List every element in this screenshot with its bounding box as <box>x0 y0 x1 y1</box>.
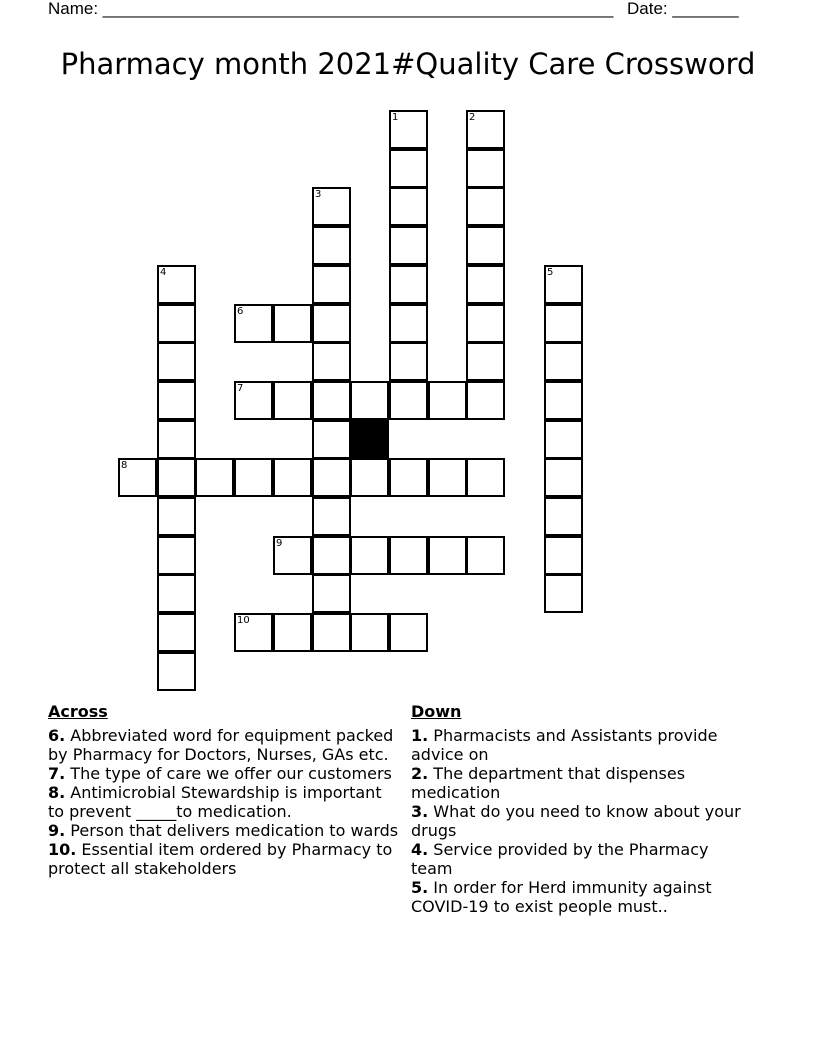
grid-cell[interactable] <box>350 536 389 575</box>
grid-cell[interactable] <box>466 458 505 497</box>
grid-cell[interactable] <box>544 574 583 613</box>
clue-down-1 <box>411 726 751 764</box>
across-heading: Across <box>48 702 108 721</box>
grid-cell[interactable] <box>312 342 351 381</box>
grid-cell[interactable] <box>389 536 428 575</box>
grid-cell[interactable] <box>118 458 157 497</box>
grid-cell[interactable] <box>312 187 351 226</box>
grid-cell[interactable] <box>234 458 273 497</box>
grid-cell[interactable] <box>428 458 467 497</box>
grid-cell[interactable] <box>544 304 583 343</box>
grid-cell[interactable] <box>544 497 583 536</box>
clue-across-9 <box>48 821 400 840</box>
clue-number-label: 5 <box>547 267 554 278</box>
clue-text: Abbreviated word for equipment packed by Pharmacy for Doctors, Nurses, GAs etc. <box>48 726 394 764</box>
grid-cell[interactable] <box>312 265 351 304</box>
clue-number-label: 10 <box>237 615 250 626</box>
down-clues <box>411 702 751 916</box>
grid-cell[interactable] <box>466 536 505 575</box>
grid-cell[interactable] <box>312 497 351 536</box>
clue-text: What do you need to know about your drugs <box>411 802 741 840</box>
clue-number: 1. <box>411 726 429 745</box>
grid-cell[interactable] <box>389 226 428 265</box>
clue-number-label: 1 <box>392 112 399 123</box>
grid-cell[interactable] <box>428 536 467 575</box>
grid-cell[interactable] <box>466 110 505 149</box>
grid-cell[interactable] <box>273 613 312 652</box>
clue-number: 5. <box>411 878 429 897</box>
clue-number: 3. <box>411 802 429 821</box>
grid-cell[interactable] <box>389 381 428 420</box>
grid-cell[interactable] <box>273 304 312 343</box>
grid-cell[interactable] <box>389 304 428 343</box>
clue-number: 9. <box>48 821 66 840</box>
grid-cell[interactable] <box>544 342 583 381</box>
grid-cell[interactable] <box>466 149 505 188</box>
grid-cell[interactable] <box>466 187 505 226</box>
grid-cell[interactable] <box>157 497 196 536</box>
grid-cell[interactable] <box>157 613 196 652</box>
clue-number: 4. <box>411 840 429 859</box>
grid-cell[interactable] <box>350 613 389 652</box>
clue-number-label: 9 <box>276 538 283 549</box>
clue-number: 8. <box>48 783 66 802</box>
grid-block-cell <box>350 420 389 459</box>
grid-cell[interactable] <box>157 574 196 613</box>
clue-across-7 <box>48 764 400 783</box>
name-field: Name: ______________________________________________________ <box>48 0 614 18</box>
clue-number-label: 6 <box>237 306 244 317</box>
grid-cell[interactable] <box>312 574 351 613</box>
clue-down-3 <box>411 802 751 840</box>
grid-cell[interactable] <box>312 458 351 497</box>
grid-cell[interactable] <box>195 458 234 497</box>
clue-number-label: 7 <box>237 383 244 394</box>
clue-text: Antimicrobial Stewardship is important to prevent _____to medication. <box>48 783 382 821</box>
page-title: Pharmacy month 2021#Quality Care Crossword <box>60 47 756 81</box>
grid-cell[interactable] <box>312 420 351 459</box>
grid-cell[interactable] <box>157 342 196 381</box>
grid-cell[interactable] <box>312 304 351 343</box>
clue-number: 7. <box>48 764 66 783</box>
down-heading: Down <box>411 702 462 721</box>
clue-number-label: 3 <box>315 189 322 200</box>
grid-cell[interactable] <box>273 458 312 497</box>
clue-down-4 <box>411 840 751 878</box>
clue-number-label: 4 <box>160 267 167 278</box>
clue-text: The type of care we offer our customers <box>65 764 392 783</box>
clue-across-10 <box>48 840 400 878</box>
grid-cell[interactable] <box>234 304 273 343</box>
grid-cell[interactable] <box>466 226 505 265</box>
grid-cell[interactable] <box>312 536 351 575</box>
clue-text: Person that delivers medication to wards <box>65 821 399 840</box>
clue-down-5 <box>411 878 751 916</box>
grid-cell[interactable] <box>466 304 505 343</box>
grid-cell[interactable] <box>350 458 389 497</box>
clue-number: 6. <box>48 726 66 745</box>
clue-text: Service provided by the Pharmacy team <box>411 840 709 878</box>
grid-cell[interactable] <box>389 458 428 497</box>
grid-cell[interactable] <box>544 536 583 575</box>
grid-cell[interactable] <box>273 381 312 420</box>
grid-cell[interactable] <box>234 613 273 652</box>
clue-down-2 <box>411 764 751 802</box>
grid-cell[interactable] <box>389 265 428 304</box>
grid-cell[interactable] <box>157 536 196 575</box>
clue-number-label: 8 <box>121 460 128 471</box>
grid-cell[interactable] <box>157 381 196 420</box>
grid-cell[interactable] <box>312 381 351 420</box>
clue-number: 2. <box>411 764 429 783</box>
grid-cell[interactable] <box>544 265 583 304</box>
grid-cell[interactable] <box>466 342 505 381</box>
grid-cell[interactable] <box>389 110 428 149</box>
grid-cell[interactable] <box>544 381 583 420</box>
grid-cell[interactable] <box>157 652 196 691</box>
grid-cell[interactable] <box>312 226 351 265</box>
grid-cell[interactable] <box>157 265 196 304</box>
grid-cell[interactable] <box>428 381 467 420</box>
grid-cell[interactable] <box>273 536 312 575</box>
date-field: Date: _______ <box>627 0 739 18</box>
grid-cell[interactable] <box>389 149 428 188</box>
clue-across-8 <box>48 783 400 821</box>
grid-cell[interactable] <box>389 613 428 652</box>
across-clues <box>48 702 400 878</box>
grid-cell[interactable] <box>157 304 196 343</box>
clue-across-6 <box>48 726 400 764</box>
grid-cell[interactable] <box>312 613 351 652</box>
grid-cell[interactable] <box>466 381 505 420</box>
clue-text: The department that dispenses medication <box>411 764 686 802</box>
grid-cell[interactable] <box>389 187 428 226</box>
clue-number: 10. <box>48 840 77 859</box>
clue-number-label: 2 <box>469 112 476 123</box>
grid-cell[interactable] <box>544 458 583 497</box>
clue-text: Pharmacists and Assistants provide advice on <box>411 726 718 764</box>
grid-cell[interactable] <box>350 381 389 420</box>
clue-text: In order for Herd immunity against COVID-19 to exist people must.. <box>411 878 712 916</box>
clue-text: Essential item ordered by Pharmacy to protect all stakeholders <box>48 840 393 878</box>
grid-cell[interactable] <box>157 420 196 459</box>
grid-cell[interactable] <box>157 458 196 497</box>
grid-cell[interactable] <box>389 342 428 381</box>
grid-cell[interactable] <box>234 381 273 420</box>
grid-cell[interactable] <box>544 420 583 459</box>
grid-cell[interactable] <box>466 265 505 304</box>
